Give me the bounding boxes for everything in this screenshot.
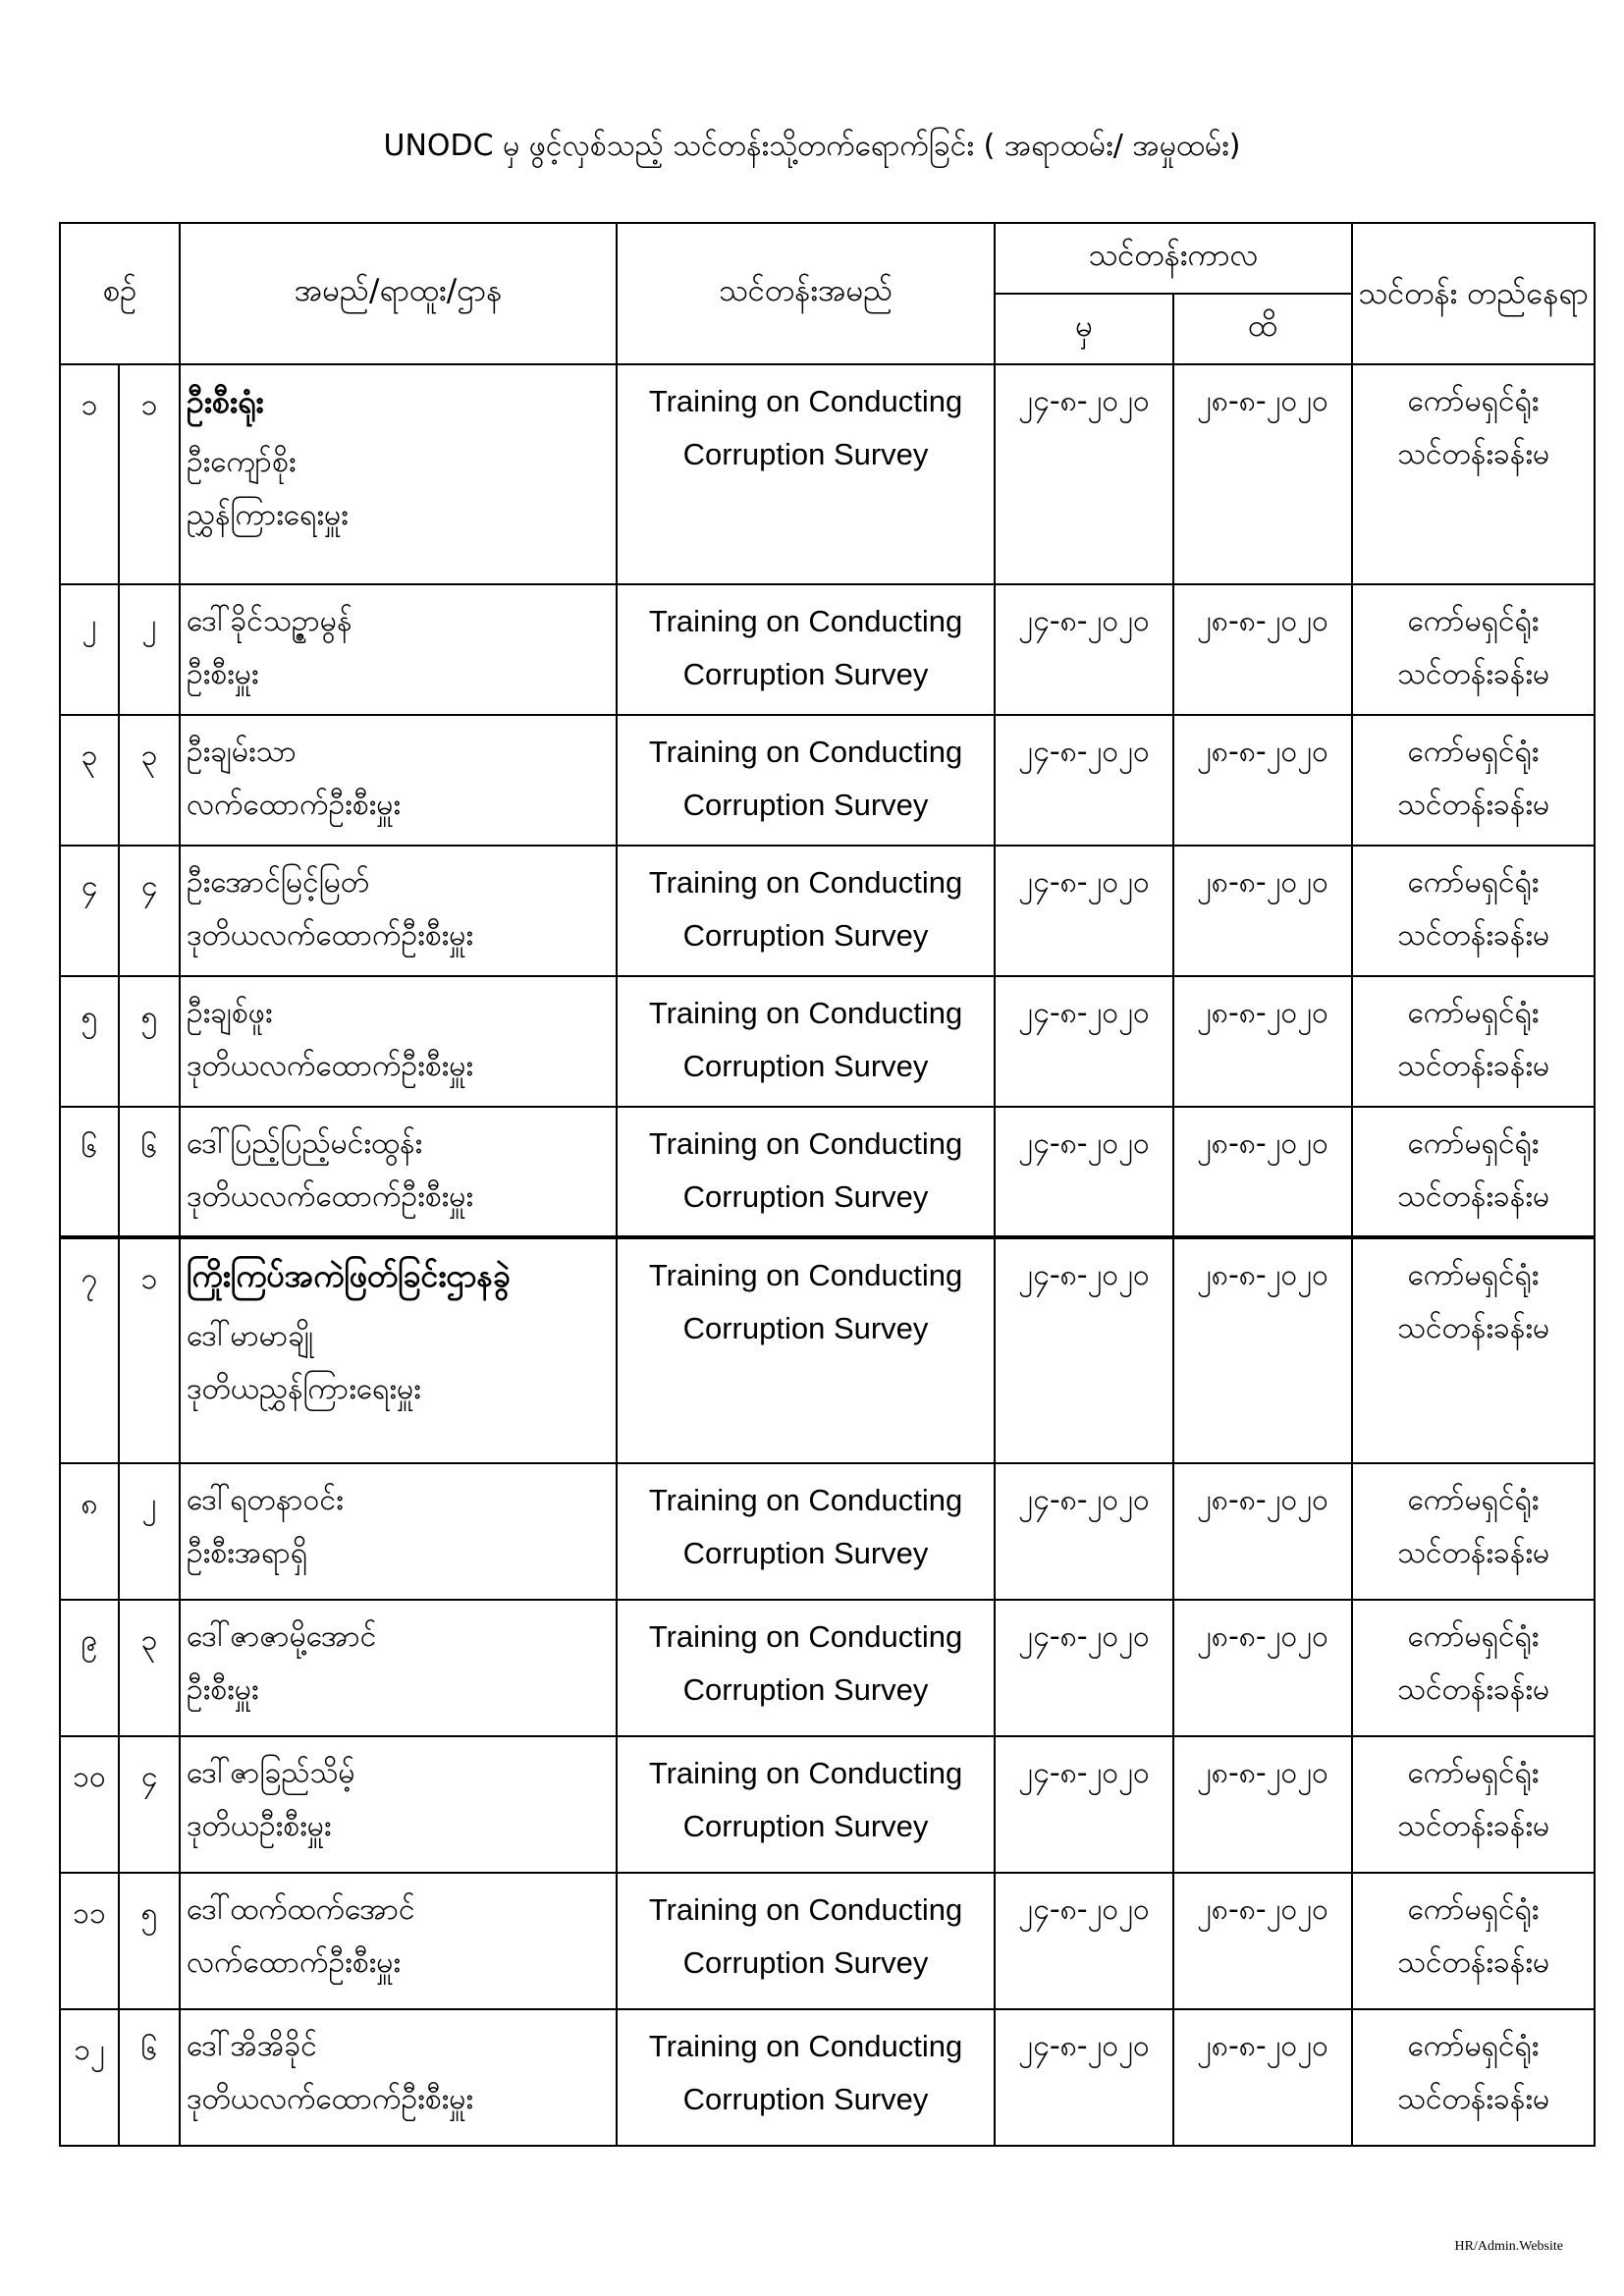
person-rank: ဒုတိယလက်ထောက်ဦးစီးမှူး [187,1179,473,1214]
table-row [60,1107,1595,1237]
location-text: ကော်မရှင်ရုံး [1407,604,1540,638]
person-rank: ဦးစီးမှူး [187,1672,259,1707]
location-text: သင်တန်းခန်းမ [1396,1179,1550,1214]
row-sub-number: ၃ [119,715,180,846]
person-name: ဒေါ်ဇာခြည်သိမ့် [187,1756,355,1790]
course-name: Corruption Survey [682,918,929,953]
row-number: ၁၁ [60,1873,119,2009]
row-number: ၇ [60,1237,119,1463]
row-number: ၅ [60,976,119,1107]
course-name: Corruption Survey [682,1945,929,1980]
person-name: ဦးချမ်းသာ [187,735,297,769]
date-to: ၂၈-၈-၂၀၂၀ [1173,1237,1352,1463]
person-rank: ဒုတိယလက်ထောက်ဦးစီးမှူး [187,1049,473,1083]
person-cell [180,584,617,715]
training-table [59,222,1596,2147]
person-rank: လက်ထောက်ဦးစီးမှူး [187,1945,401,1980]
location-text: သင်တန်းခန်းမ [1396,437,1550,471]
location-text: သင်တန်းခန်းမ [1396,1809,1550,1843]
location-text: ကော်မရှင်ရုံး [1407,1756,1540,1790]
location-text: သင်တန်းခန်းမ [1396,1945,1550,1980]
table-row [60,1237,1595,1463]
date-from: ၂၄-၈-၂၀၂၀ [995,1463,1173,1600]
location-cell [1352,584,1595,715]
location-text: ကော်မရှင်ရုံး [1407,1892,1540,1927]
row-sub-number: ၁ [119,1237,180,1463]
course-name: Training on Conducting [648,1126,963,1161]
location-text: သင်တန်းခန်းမ [1396,918,1550,953]
location-text: ကော်မရှင်ရုံး [1407,2029,1540,2063]
date-to: ၂၈-၈-၂၀၂၀ [1173,846,1352,976]
course-cell [617,1600,995,1736]
row-sub-number: ၂ [119,584,180,715]
location-text: သင်တန်းခန်းမ [1396,1536,1550,1570]
course-name: Corruption Survey [682,1179,929,1214]
row-sub-number: ၆ [119,1107,180,1237]
date-from: ၂၄-၈-၂၀၂၀ [995,1107,1173,1237]
person-name: ဒေါ်ခိုင်သဉ္ဇာမွန် [187,604,352,638]
course-name: Corruption Survey [682,657,929,691]
person-cell [180,715,617,846]
row-number: ၆ [60,1107,119,1237]
course-cell [617,2009,995,2146]
person-cell [180,1736,617,1873]
table-row [60,846,1595,976]
table-row [60,1736,1595,1873]
course-name: Training on Conducting [648,1258,963,1292]
person-name: ဒေါ်ရတနာဝင်း [187,1483,344,1517]
person-rank: လက်ထောက်ဦးစီးမှူး [187,788,401,822]
location-cell [1352,1463,1595,1600]
department-heading: ဦးစီးရုံး [187,383,264,420]
location-text: သင်တန်းခန်းမ [1396,657,1550,691]
row-number: ၁၂ [60,2009,119,2146]
person-rank: ဒုတိယလက်ထောက်ဦးစီးမှူး [187,2082,473,2116]
course-name: Training on Conducting [648,1483,963,1517]
table-row [60,1873,1595,2009]
location-cell [1352,2009,1595,2146]
location-text: သင်တန်းခန်းမ [1396,1311,1550,1345]
person-cell [180,1107,617,1237]
date-to: ၂၈-၈-၂၀၂၀ [1173,715,1352,846]
table-row [60,584,1595,715]
date-from: ၂၄-၈-၂၀၂၀ [995,1237,1173,1463]
date-from: ၂၄-၈-၂၀၂၀ [995,1736,1173,1873]
department-heading: ကြိုးကြပ်အကဲဖြတ်ခြင်းဌာနခွဲ [187,1257,511,1294]
course-cell [617,1237,995,1463]
row-number: ၉ [60,1600,119,1736]
location-text: သင်တန်းခန်းမ [1396,2082,1550,2116]
location-cell [1352,1873,1595,2009]
person-rank: ဦးစီးမှူး [187,657,259,691]
location-cell [1352,715,1595,846]
person-name: ဦးချစ်ဖူး [187,996,273,1030]
table-row [60,1463,1595,1600]
location-text: သင်တန်းခန်းမ [1396,1672,1550,1707]
person-name: ဒေါ်ပြည့်ပြည့်မင်းထွန်း [187,1126,423,1161]
course-name: Corruption Survey [682,1672,929,1707]
table-body [60,364,1595,2146]
header-period: သင်တန်းကာလ [995,223,1352,294]
person-name: ဒေါ်ထက်ထက်အောင် [187,1892,415,1927]
course-name: Training on Conducting [648,996,963,1030]
location-cell [1352,1237,1595,1463]
row-sub-number: ၂ [119,1463,180,1600]
date-to: ၂၈-၈-၂၀၂၀ [1173,2009,1352,2146]
date-from: ၂၄-၈-၂၀၂၀ [995,1600,1173,1736]
location-text: ကော်မရှင်ရုံး [1407,1483,1540,1517]
person-cell [180,1873,617,2009]
person-cell [180,846,617,976]
date-to: ၂၈-၈-၂၀၂၀ [1173,1736,1352,1873]
header-from: မှ [995,294,1173,364]
header-serial: စဉ် [60,223,180,364]
row-sub-number: ၄ [119,1736,180,1873]
location-cell [1352,364,1595,584]
course-cell [617,1463,995,1600]
course-name: Training on Conducting [648,865,963,900]
course-cell [617,1736,995,1873]
person-rank: ဒုတိယဦးစီးမှူး [187,1809,332,1843]
person-rank: ဒုတိယလက်ထောက်ဦးစီးမှူး [187,918,473,953]
row-number: ၂ [60,584,119,715]
date-to: ၂၈-၈-၂၀၂၀ [1173,1463,1352,1600]
page-title: UNODC မှ ဖွင့်လှစ်သည့် သင်တန်းသို့တက်ရောက်ခြင်း ( အရာထမ်း/ အမှုထမ်း) [383,129,1241,163]
person-cell [180,1600,617,1736]
table-row [60,364,1595,584]
date-from: ၂၄-၈-၂၀၂၀ [995,584,1173,715]
date-to: ၂၈-၈-၂၀၂၀ [1173,364,1352,584]
date-from: ၂၄-၈-၂၀၂၀ [995,715,1173,846]
location-text: ကော်မရှင်ရုံး [1407,865,1540,900]
row-number: ၃ [60,715,119,846]
course-cell [617,976,995,1107]
course-name: Corruption Survey [682,1311,929,1345]
row-number: ၄ [60,846,119,976]
table-row [60,2009,1595,2146]
course-name: Corruption Survey [682,437,929,471]
course-name: Training on Conducting [648,604,963,638]
course-cell [617,584,995,715]
row-sub-number: ၅ [119,1873,180,2009]
course-cell [617,1873,995,2009]
location-text: ကော်မရှင်ရုံး [1407,384,1540,418]
person-name: ဦးအောင်မြင့်မြတ် [187,865,370,900]
person-name: ဒေါ်မာမာချို [187,1319,314,1353]
person-rank: ဒုတိယညွှန်ကြားရေးမှူး [187,1372,421,1406]
table-row [60,976,1595,1107]
location-text: ကော်မရှင်ရုံး [1407,735,1540,769]
location-text: သင်တန်းခန်းမ [1396,1049,1550,1083]
date-from: ၂၄-၈-၂၀၂၀ [995,2009,1173,2146]
course-name: Training on Conducting [648,2029,963,2063]
location-text: ကော်မရှင်ရုံး [1407,1126,1540,1161]
course-name: Training on Conducting [648,735,963,769]
course-name: Corruption Survey [682,1049,929,1083]
row-sub-number: ၆ [119,2009,180,2146]
date-to: ၂၈-၈-၂၀၂၀ [1173,1107,1352,1237]
person-name: ဒေါ်ဇာဇာမို့အောင် [187,1619,377,1654]
location-cell [1352,976,1595,1107]
header-location [1352,223,1595,364]
course-name: Corruption Survey [682,788,929,822]
course-name: Corruption Survey [682,2082,929,2116]
row-sub-number: ၅ [119,976,180,1107]
row-number: ၈ [60,1463,119,1600]
person-name: ဒေါ်အိအိခိုင် [187,2029,317,2063]
location-text: ကော်မရှင်ရုံး [1407,1258,1540,1292]
header-to: ထိ [1173,294,1352,364]
date-to: ၂၈-၈-၂၀၂၀ [1173,1600,1352,1736]
header-name-rank-dept: အမည်/ရာထူး/ဌာန [180,223,617,364]
table-row [60,1600,1595,1736]
location-cell [1352,1600,1595,1736]
person-rank: ဦးစီးအရာရှိ [187,1536,308,1570]
person-cell [180,1463,617,1600]
course-name: Training on Conducting [648,1619,963,1654]
row-sub-number: ၃ [119,1600,180,1736]
date-to: ၂၈-၈-၂၀၂၀ [1173,584,1352,715]
date-from: ၂၄-၈-၂၀၂၀ [995,364,1173,584]
date-to: ၂၈-၈-၂၀၂၀ [1173,976,1352,1107]
course-cell [617,846,995,976]
date-from: ၂၄-၈-၂၀၂၀ [995,976,1173,1107]
course-cell [617,364,995,584]
person-cell [180,2009,617,2146]
course-name: Corruption Survey [682,1809,929,1843]
date-from: ၂၄-၈-၂၀၂၀ [995,1873,1173,2009]
course-cell [617,715,995,846]
row-sub-number: ၄ [119,846,180,976]
location-cell [1352,1107,1595,1237]
date-to: ၂၈-၈-၂၀၂၀ [1173,1873,1352,2009]
person-cell [180,1237,617,1463]
person-cell [180,364,617,584]
table-header [60,223,1595,364]
course-name: Corruption Survey [682,1536,929,1570]
row-number: ၁ [60,364,119,584]
person-cell [180,976,617,1107]
course-name: Training on Conducting [648,1892,963,1927]
table-row [60,715,1595,846]
header-course-name: သင်တန်းအမည် [617,223,995,364]
header-location-text: သင်တန်း တည်နေရာ [1358,276,1589,311]
course-name: Training on Conducting [648,1756,963,1790]
location-cell [1352,1736,1595,1873]
row-sub-number: ၁ [119,364,180,584]
location-text: ကော်မရှင်ရုံး [1407,1619,1540,1654]
course-name: Training on Conducting [648,384,963,418]
person-rank: ညွှန်ကြားရေးမှူး [187,498,349,532]
location-cell [1352,846,1595,976]
footer-note: HR/Admin.Website [1454,2239,1563,2254]
date-from: ၂၄-၈-၂၀၂၀ [995,846,1173,976]
row-number: ၁၀ [60,1736,119,1873]
location-text: ကော်မရှင်ရုံး [1407,996,1540,1030]
course-cell [617,1107,995,1237]
location-text: သင်တန်းခန်းမ [1396,788,1550,822]
person-name: ဦးကျော်စိုး [187,445,297,479]
